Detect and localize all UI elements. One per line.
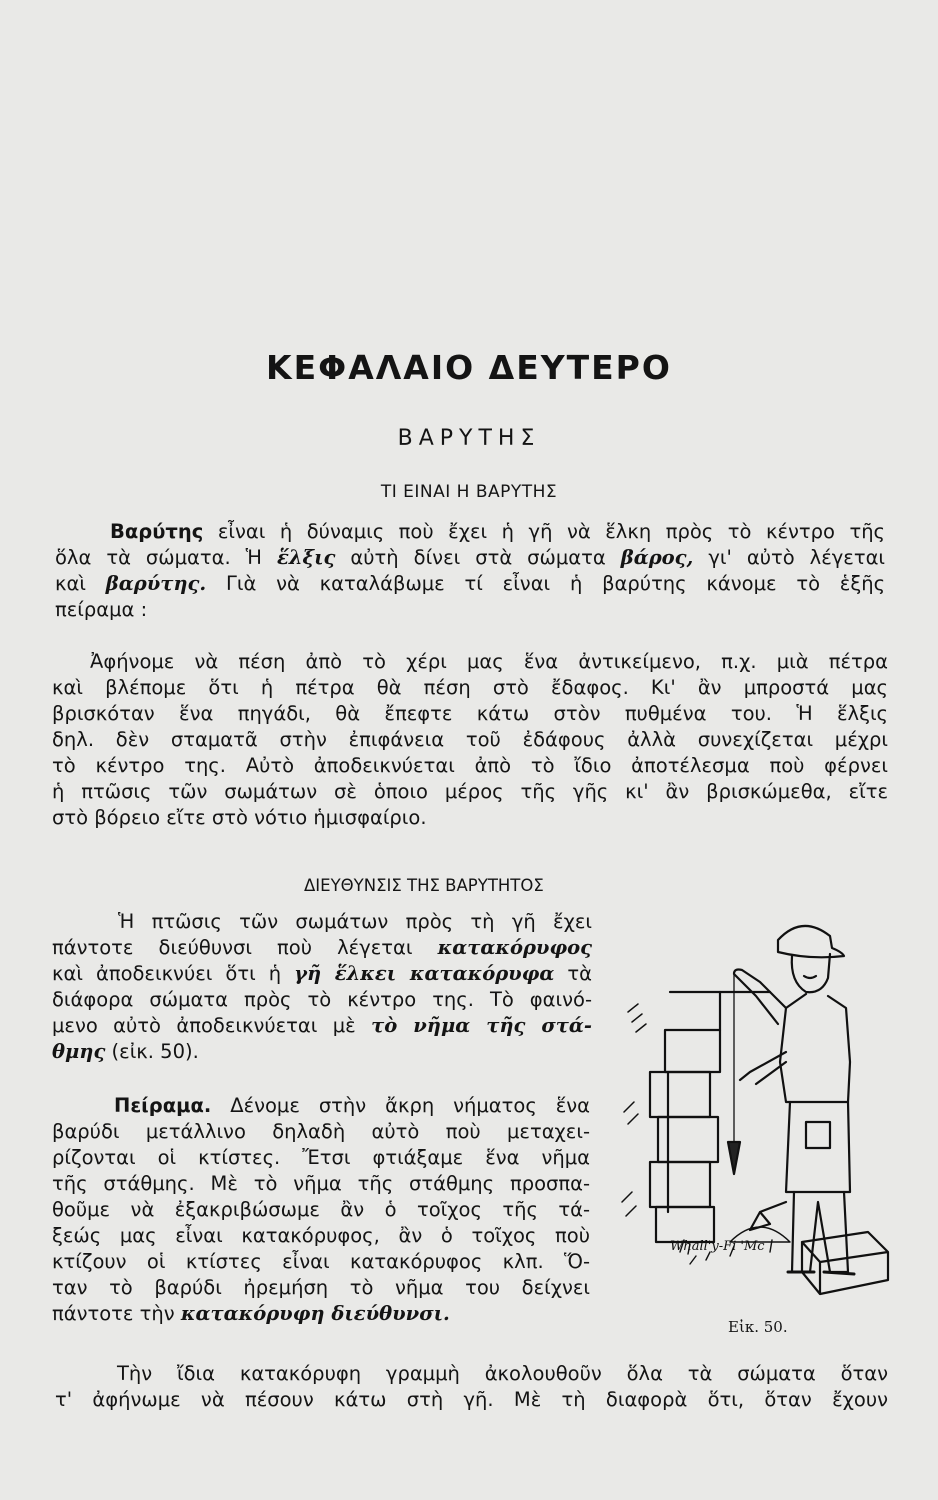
text-line: δηλ. δὲν σταματᾶ στὴν ἐπιφάνεια τοῦ ἐδάφους ἀλλὰ συνεχίζεται μέχρι: [52, 728, 888, 751]
text-line: πάντοτε διεύθυνσι ποὺ λέγεται: [52, 936, 413, 959]
text-line: πάντοτε τὴν: [52, 1302, 175, 1325]
emphasis: βαρύτης.: [105, 572, 207, 595]
text-line: διάφορα σώματα πρὸς τὸ κέντρο της. Τὸ φαινό-: [52, 988, 592, 1011]
text-line: κτίζουν οἱ κτίστες εἶναι κατακόρυφος κλπ. Ὅ-: [52, 1250, 590, 1273]
brick: [802, 1232, 888, 1294]
text-line: αὐτὴ δίνει στὰ σώματα: [350, 546, 606, 569]
text-line: τ' ἀφήνωμε νὰ πέσουν κάτω στὴ γῆ. Μὲ τὴ διαφορὰ ὅτι, ὅταν ἔχουν: [55, 1388, 888, 1411]
torso: [780, 994, 850, 1102]
text-line: (εἰκ. 50).: [111, 1040, 199, 1063]
raised-arm: [734, 970, 786, 1025]
apron-pocket: [806, 1122, 830, 1148]
emphasis: τὸ νῆμα τῆς στά-: [371, 1014, 592, 1037]
text-line: πείραμα :: [55, 598, 148, 621]
text-line: ὅλα τὰ σώματα. Ἡ: [55, 546, 262, 569]
artist-signature: Whall'y-Fi 'Mc: [670, 1239, 765, 1254]
text-line: θοῦμε νὰ ἐξακριβώσωμε ἂν ὁ τοῖχος τῆς τά-: [52, 1198, 590, 1221]
text-line: ρίζονται οἱ κτίστες. Ἔτσι φτιάξαμε ἕνα νῆμα: [52, 1146, 590, 1169]
text-line: βρισκόταν ἕνα πηγάδι, θὰ ἔπεφτε κάτω στὸν πυθμένα του. Ἡ ἕλξις: [52, 702, 888, 725]
text-line: ξεώς μας εἶναι κατακόρυφος, ἂν ὁ τοῖχος ποὺ: [52, 1224, 590, 1247]
lower-arm: [740, 1052, 786, 1084]
text-line: Τὴν ἴδια κατακόρυφη γραμμὴ ἀκολουθοῦν ὅλα τὰ σώματα ὅταν: [117, 1362, 888, 1385]
text-line: καὶ βλέπομε ὅτι ἡ πέτρα θὰ πέση στὸ ἔδαφος. Κι' ἂν μπροστά μας: [52, 676, 888, 699]
wall-block: [665, 1030, 720, 1212]
text-line: ταν τὸ βαρύδι ἠρεμήση τὸ νῆμα του δείχνει: [52, 1276, 590, 1299]
text-line: καὶ: [55, 572, 86, 595]
lead-term: Πείραμα.: [114, 1094, 212, 1117]
text-line: μενο αὐτὸ ἀποδεικνύεται μὲ: [52, 1014, 356, 1037]
paragraph-direction: [52, 909, 592, 1065]
wall-block: [656, 1207, 714, 1242]
lead-term: Βαρύτης: [110, 520, 204, 543]
emphasis: ἕλξις: [277, 546, 336, 569]
figure-plumb-line-illustration: [610, 912, 920, 1312]
text-line: γι' αὐτὸ λέγεται: [708, 546, 886, 569]
text-line: ἡ πτῶσις τῶν σωμάτων σὲ ὁποιο μέρος τῆς γῆς κι' ἂν βρισκώμεθα, εἴτε: [52, 780, 888, 803]
emphasis: βάρος,: [620, 546, 694, 569]
subsection-title: ΤΙ ΕΙΝΑΙ Η ΒΑΡΥΤΗΣ: [380, 482, 558, 502]
wall-block: [650, 1162, 710, 1207]
wall-block: [650, 1072, 710, 1117]
text-line: εἶναι ἡ δύναμις ποὺ ἔχει ἡ γῆ νὰ ἕλκη πρὸς τὸ κέντρο τῆς: [217, 520, 885, 543]
paragraph-experiment-stone: [52, 649, 888, 831]
text-line: τῆς στάθμης. Μὲ τὸ νῆμα τῆς στάθμης προσπα-: [52, 1172, 590, 1195]
emphasis: γῆ ἕλκει κατακόρυφα: [294, 962, 555, 985]
text-line: στὸ βόρειο εἴτε στὸ νότιο ἡμισφαίριο.: [52, 806, 427, 829]
emphasis: κατακόρυφος: [437, 936, 592, 959]
moustache: [804, 976, 816, 978]
subsection-direction-title: ΔΙΕΥΘΥΝΣΙΣ ΤΗΣ ΒΑΡΥΤΗΤΟΣ: [304, 876, 544, 895]
text-line: βαρύδι μετάλλινο δηλαδὴ αὐτὸ ποὺ μεταχει-: [52, 1120, 590, 1143]
emphasis: θμης: [52, 1040, 106, 1063]
text-line: Δένομε στὴν ἄκρη νήματος ἕνα: [230, 1094, 591, 1117]
wall-edge: [720, 992, 770, 1030]
section-title: ΒΑΡΥΤΗΣ: [397, 426, 541, 451]
text-line: καὶ ἀποδεικνύει ὅτι ἡ: [52, 962, 282, 985]
paragraph-closing: [55, 1361, 888, 1413]
text-line: Γιὰ νὰ καταλάβωμε τί εἶναι ἡ βαρύτης κάνομε τὸ ἑξῆς: [226, 572, 886, 595]
text-line: τὰ: [567, 962, 592, 985]
chapter-title: ΚΕΦΑΛΑΙΟ ΔΕΥΤΕΡΟ: [266, 348, 672, 387]
emphasis: κατακόρυφη διεύθυνσι.: [180, 1302, 450, 1325]
face: [792, 954, 830, 992]
figure-caption: Εἰκ. 50.: [728, 1318, 788, 1336]
plumb-bob: [728, 1142, 740, 1174]
trowel: [750, 1202, 786, 1230]
mason-with-plumb-line-drawing: [610, 912, 920, 1312]
text-line: Ἀφήνομε νὰ πέση ἀπὸ τὸ χέρι μας ἕνα ἀντικείμενο, π.χ. μιὰ πέτρα: [90, 650, 888, 673]
paragraph-definition: [55, 519, 885, 623]
paragraph-plumb-experiment: [52, 1093, 590, 1327]
hat: [778, 926, 844, 957]
text-line: Ἡ πτῶσις τῶν σωμάτων πρὸς τὴ γῆ ἔχει: [118, 910, 592, 933]
text-line: τὸ κέντρο της. Αὐτὸ ἀποδεικνύεται ἀπὸ τὸ ἴδιο ἀποτέλεσμα ποὺ φέρνει: [52, 754, 888, 777]
